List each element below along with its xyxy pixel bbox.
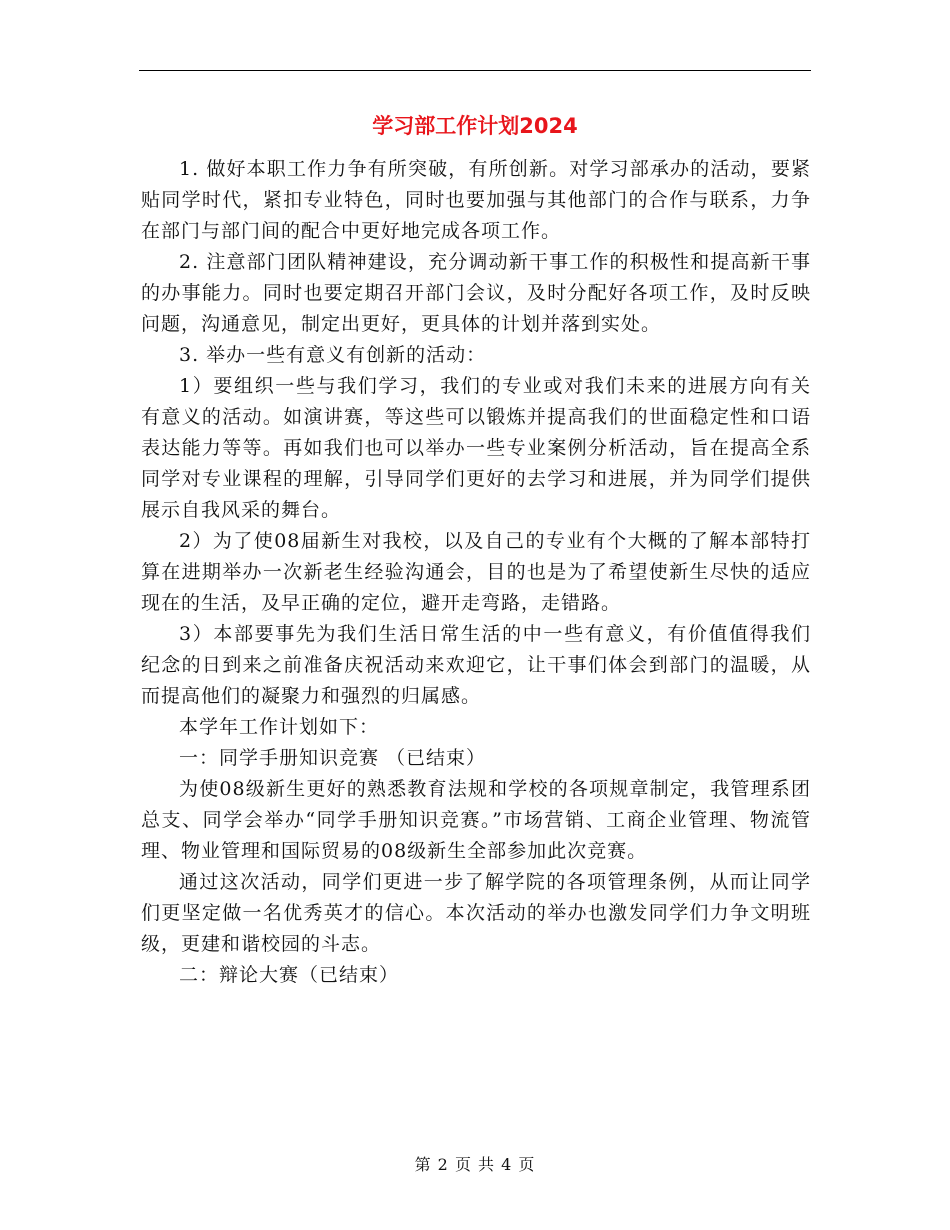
paragraph-5: 2）为了使08届新生对我校，以及自己的专业有个大概的了解本部特打算在进期举办一次新老生经验沟通会，目的也是为了希望使新生尽快的适应现在的生活，及早正确的定位，避开走弯路，走错路。 — [141, 530, 811, 614]
document-title: 学习部工作计划2024 — [372, 114, 578, 138]
paragraph-1: 1. 做好本职工作力争有所突破，有所创新。对学习部承办的活动，要紧贴同学时代，紧扣专业特色，同时也要加强与其他部门的合作与联系，力争在部门与部门间的配合中更好地完成各项工作。 — [141, 158, 811, 242]
section-heading-2: 二：辩论大赛（已结束） — [179, 964, 400, 986]
section-heading-1: 一：同学手册知识竞赛 （已结束） — [179, 747, 487, 769]
paragraph-4: 1）要组织一些与我们学习，我们的专业或对我们未来的进展方向有关有意义的活动。如演讲赛，等这些可以锻炼并提高我们的世面稳定性和口语表达能力等等。再如我们也可以举办一些专业案例分析活动，旨在提高全系同学对专业课程的理解，引导同学们更好的去学习和进展，并为同学们提供展示自我风采的舞台。 — [141, 375, 811, 521]
paragraph-2: 2. 注意部门团队精神建设，充分调动新干事工作的积极性和提高新干事的办事能力。同时也要定期召开部门会议，及时分配好各项工作，及时反映问题，沟通意见，制定出更好，更具体的计划并落到实处。 — [141, 251, 811, 335]
document-body — [141, 154, 811, 991]
paragraph-8: 为使08级新生更好的熟悉教育法规和学校的各项规章制定，我管理系团总支、同学会举办“同学手册知识竞赛。”市场营销、工商企业管理、物流管理、物业管理和国际贸易的08级新生全部参加此次竞赛。 — [141, 778, 811, 862]
page-number-footer: 第 2 页 共 4 页 — [414, 1155, 536, 1174]
paragraph-9: 通过这次活动，同学们更进一步了解学院的各项管理条例，从而让同学们更坚定做一名优秀英才的信心。本次活动的举办也激发同学们力争文明班级，更建和谐校园的斗志。 — [141, 871, 811, 955]
paragraph-3: 3. 举办一些有意义有创新的活动： — [179, 344, 487, 366]
paragraph-6: 3）本部要事先为我们生活日常生活的中一些有意义，有价值值得我们纪念的日到来之前准备庆祝活动来欢迎它，让干事们体会到部门的温暖，从而提高他们的凝聚力和强烈的归属感。 — [141, 623, 811, 707]
header-rule — [139, 70, 811, 71]
paragraph-7: 本学年工作计划如下： — [179, 716, 380, 738]
